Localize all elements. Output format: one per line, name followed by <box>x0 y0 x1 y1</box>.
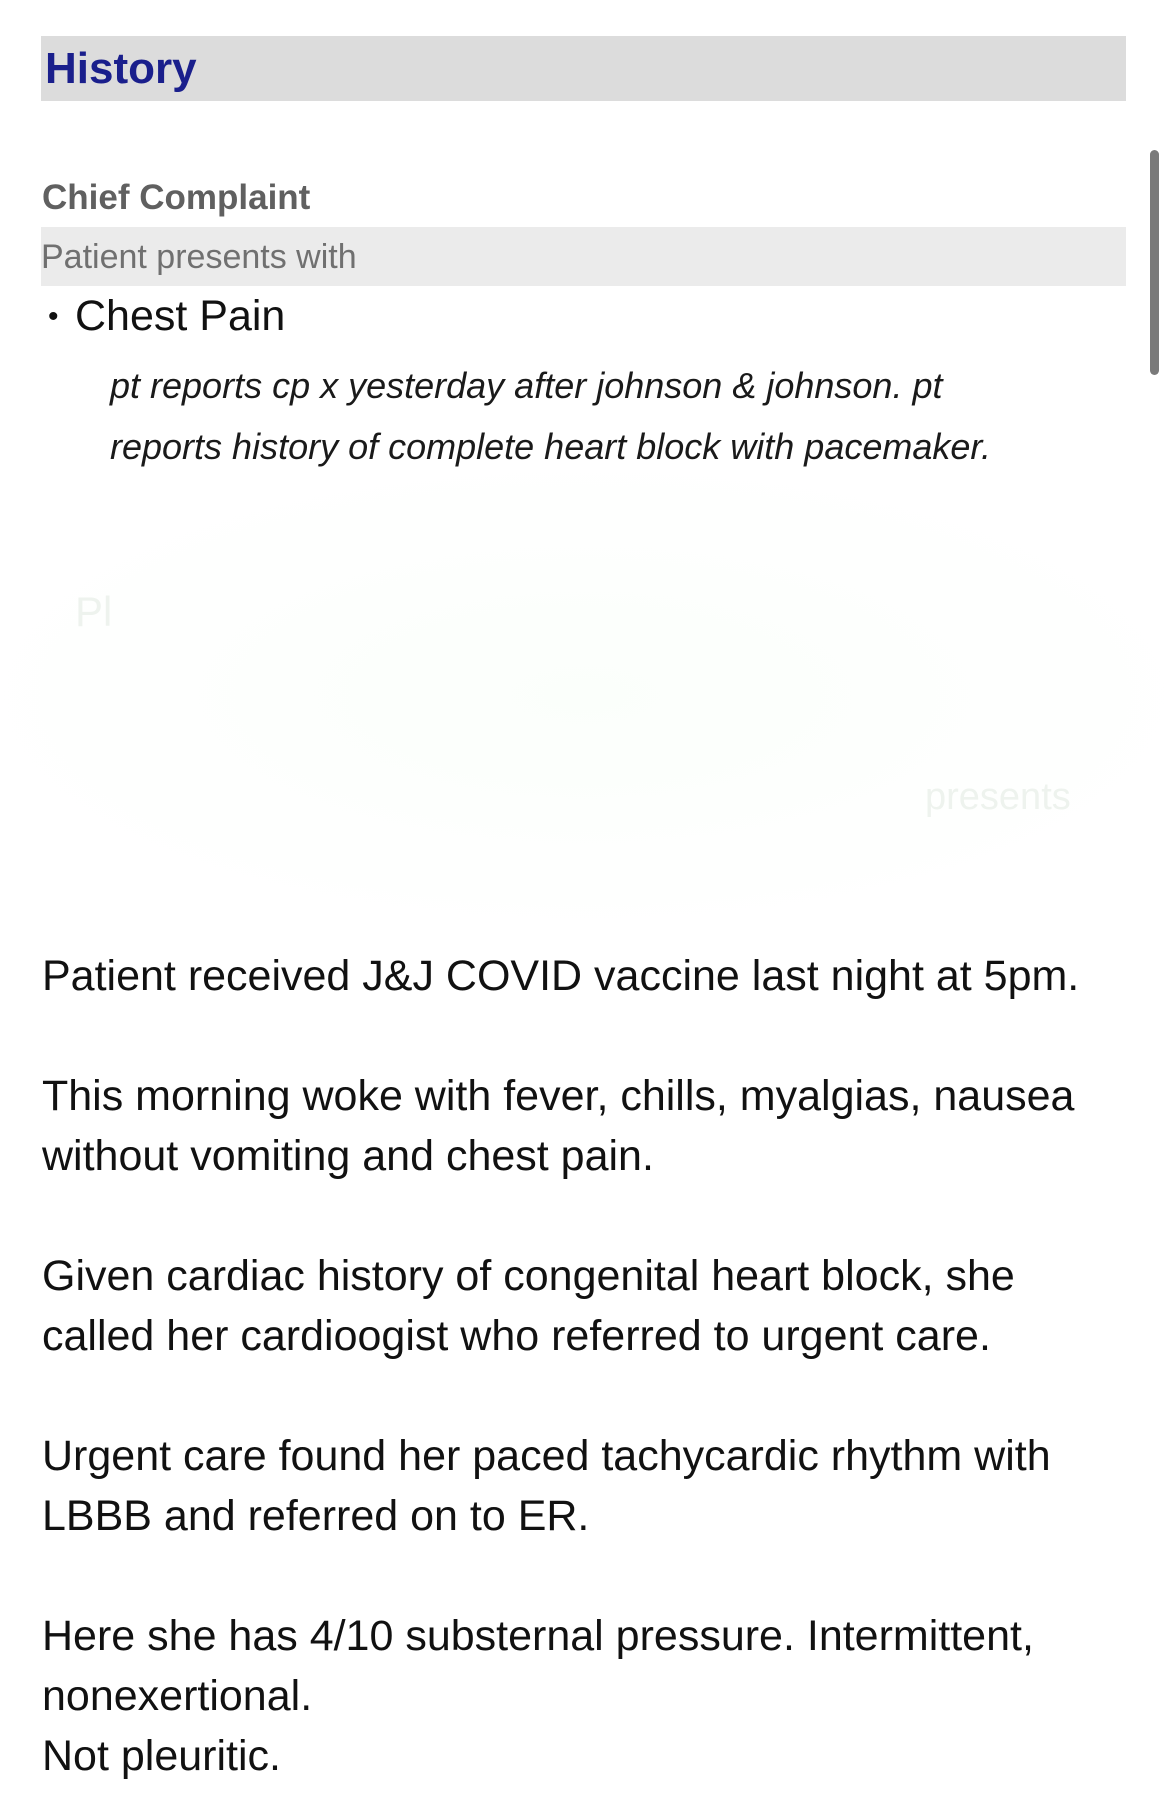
chief-complaint-note-line: reports history of complete heart block with pacemaker. <box>110 426 992 467</box>
narrative-line: Patient received J&J COVID vaccine last night at 5pm. <box>42 952 1080 1000</box>
narrative-line: Here she has 4/10 substernal pressure. Intermittent, <box>42 1612 1034 1660</box>
history-title: History <box>45 44 197 93</box>
faded-text: Pl <box>75 588 113 635</box>
chief-complaint-item <box>48 292 285 341</box>
patient-presents-label: Patient presents with <box>41 238 357 276</box>
narrative-paragraph <box>42 1066 1142 1186</box>
faded-redacted-area <box>0 470 1169 920</box>
chief-complaint-note <box>110 355 1120 477</box>
narrative-line: called her cardioogist who referred to urgent care. <box>42 1312 991 1360</box>
patient-presents-bar <box>41 227 1126 286</box>
history-narrative <box>42 946 1142 1786</box>
narrative-paragraph <box>42 946 1142 1006</box>
chief-complaint-note-line: pt reports cp x yesterday after johnson & johnson. pt <box>110 365 943 406</box>
narrative-line: without vomiting and chest pain. <box>42 1132 654 1180</box>
narrative-line: Urgent care found her paced tachycardic rhythm with <box>42 1432 1051 1480</box>
narrative-paragraph <box>42 1246 1142 1366</box>
history-section-header <box>41 36 1126 101</box>
narrative-line: This morning woke with fever, chills, myalgias, nausea <box>42 1072 1075 1120</box>
chief-complaint-text: Chest Pain <box>75 292 286 340</box>
vertical-scrollbar[interactable] <box>1150 150 1159 375</box>
narrative-paragraph <box>42 1606 1142 1786</box>
faded-text: presents <box>925 776 1071 818</box>
narrative-line: LBBB and referred on to ER. <box>42 1492 590 1540</box>
bullet-icon: • <box>48 300 59 333</box>
narrative-line: Not pleuritic. <box>42 1732 281 1780</box>
narrative-line: nonexertional. <box>42 1672 313 1720</box>
narrative-paragraph <box>42 1426 1142 1546</box>
chief-complaint-label: Chief Complaint <box>42 178 311 217</box>
narrative-line: Given cardiac history of congenital heart block, she <box>42 1252 1015 1300</box>
